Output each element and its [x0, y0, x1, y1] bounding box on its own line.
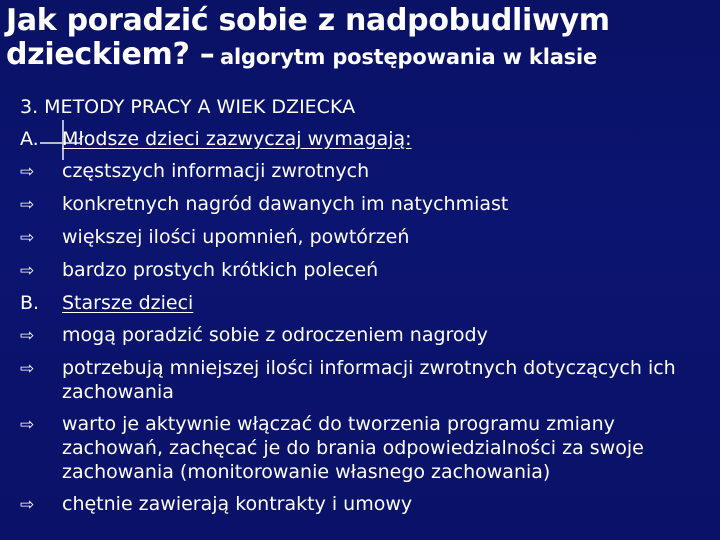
- list-item-text: warto je aktywnie włączać do tworzenia programu zmiany zachowań, zachęcać je do brania odpowiedzialności za swoje zachowania (monitorowanie własnego zachowania): [62, 413, 644, 483]
- arrow-icon: ⇨: [20, 261, 35, 281]
- list-item-text: mogą poradzić sobie z odroczeniem nagrody: [62, 324, 488, 346]
- title-line-1: Jak poradzić sobie z nadpobudliwym: [6, 3, 610, 38]
- title-line-2-sub: algorytm postępowania w klasie: [220, 45, 598, 69]
- slide-body: [20, 95, 710, 525]
- arrow-icon: ⇨: [20, 195, 35, 215]
- list-item-text: bardzo prostych krótkich poleceń: [62, 259, 379, 281]
- arrow-icon: ⇨: [20, 495, 35, 515]
- slide-title: [6, 4, 720, 76]
- list-item: [20, 356, 710, 404]
- arrow-icon: ⇨: [20, 359, 35, 379]
- group-a-marker: A.: [20, 128, 39, 150]
- list-item: [20, 492, 710, 517]
- list-item-text: większej ilości upomnień, powtórzeń: [62, 226, 410, 248]
- arrow-icon: ⇨: [20, 228, 35, 248]
- section-heading: 3. METODY PRACY A WIEK DZIECKA: [20, 96, 356, 118]
- arrow-icon: ⇨: [20, 415, 35, 435]
- group-a-header: [20, 127, 710, 151]
- group-a-label: Młodsze dzieci zazwyczaj wymagają:: [62, 128, 412, 150]
- arrow-icon: ⇨: [20, 162, 35, 182]
- group-b-marker: B.: [20, 292, 40, 314]
- list-item: [20, 159, 710, 184]
- list-item-text: częstszych informacji zwrotnych: [62, 160, 370, 182]
- list-item: [20, 225, 710, 250]
- group-b-header: [20, 291, 710, 315]
- list-item: [20, 412, 710, 484]
- title-line-2-main: dzieckiem? –: [6, 37, 215, 72]
- list-item-text: chętnie zawierają kontrakty i umowy: [62, 493, 413, 515]
- group-b-label: Starsze dzieci: [62, 292, 194, 314]
- list-item: [20, 192, 710, 217]
- list-item-text: potrzebują mniejszej ilości informacji zwrotnych dotyczących ich zachowania: [62, 357, 676, 403]
- arrow-icon: ⇨: [20, 326, 35, 346]
- list-item: [20, 258, 710, 283]
- list-item-text: konkretnych nagród dawanych im natychmiast: [62, 193, 509, 215]
- list-item: [20, 323, 710, 348]
